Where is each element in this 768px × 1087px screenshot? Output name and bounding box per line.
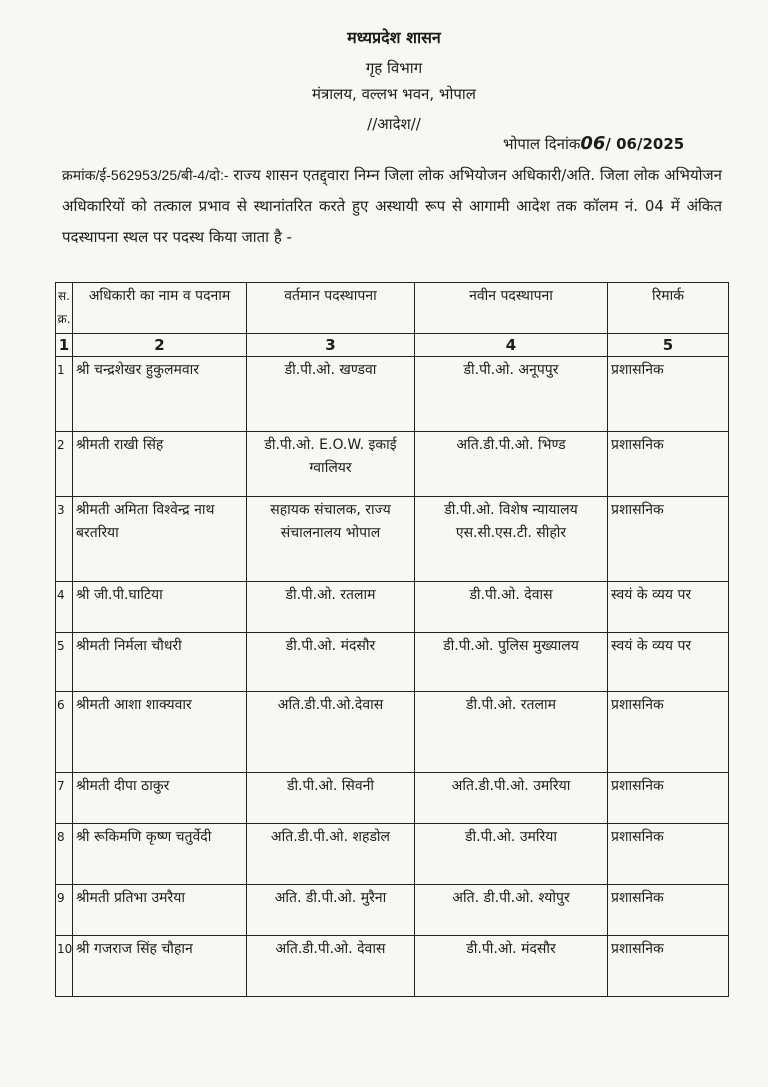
table-row — [56, 824, 729, 885]
order-paragraph — [62, 160, 722, 253]
header-row — [56, 283, 729, 334]
cell-new: डी.पी.ओ. रतलाम — [415, 692, 608, 773]
header-department: गृह विभाग — [365, 59, 423, 77]
table-row — [56, 432, 729, 497]
date-prefix: भोपाल दिनांक — [503, 135, 581, 153]
cell-sno: 4 — [56, 582, 73, 633]
cell-sno: 5 — [56, 633, 73, 692]
cell-name: श्रीमती आशा शाक्यवार — [73, 692, 247, 773]
cell-remark: प्रशासनिक — [608, 357, 729, 432]
col-number: 5 — [608, 334, 729, 357]
col-header-sno: स. क्र. — [56, 283, 73, 334]
cell-current: अति.डी.पी.ओ. शहडोल — [247, 824, 415, 885]
cell-name: श्री रूकिमणि कृष्ण चतुर्वेदी — [73, 824, 247, 885]
cell-new: डी.पी.ओ. मंदसौर — [415, 936, 608, 997]
cell-current: डी.पी.ओ. मंदसौर — [247, 633, 415, 692]
cell-remark: स्वयं के व्यय पर — [608, 633, 729, 692]
col-number: 1 — [56, 334, 73, 357]
cell-new: डी.पी.ओ. विशेष न्यायालय एस.सी.एस.टी. सीहोर — [415, 497, 608, 582]
header-state: मध्यप्रदेश शासन — [347, 28, 441, 47]
table-row — [56, 692, 729, 773]
cell-new: डी.पी.ओ. देवास — [415, 582, 608, 633]
cell-sno: 7 — [56, 773, 73, 824]
col-header-name: अधिकारी का नाम व पदनाम — [73, 283, 247, 334]
date-day: 06 — [580, 133, 606, 154]
order-text: राज्य शासन एतद्द्वारा निम्न जिला लोक अभियोजन अधिकारी/अति. जिला लोक अभियोजन अधिकारियों को तत्काल प्रभाव से स्थानांतरित करते हुए अस्थायी रूप से आगामी आदेश तक कॉलम नं. 04 में अंकित पदस्थापना स्थल पर पदस्थ किया जाता है - — [62, 166, 722, 246]
header-address: मंत्रालय, वल्लभ भवन, भोपाल — [312, 85, 476, 103]
cell-remark: प्रशासनिक — [608, 432, 729, 497]
date-line — [503, 133, 684, 154]
cell-current: डी.पी.ओ. खण्डवा — [247, 357, 415, 432]
cell-sno: 2 — [56, 432, 73, 497]
table-row — [56, 582, 729, 633]
table-row — [56, 885, 729, 936]
cell-name: श्री जी.पी.घाटिया — [73, 582, 247, 633]
cell-new: डी.पी.ओ. अनूपपुर — [415, 357, 608, 432]
cell-current: सहायक संचालक, राज्य संचालनालय भोपाल — [247, 497, 415, 582]
cell-name: श्रीमती प्रतिभा उमरैया — [73, 885, 247, 936]
table-row — [56, 936, 729, 997]
order-reference: क्रमांक/ई-562953/25/बी-4/दो:- — [62, 167, 229, 183]
table-row — [56, 357, 729, 432]
cell-new: अति. डी.पी.ओ. श्योपुर — [415, 885, 608, 936]
header-order-title: //आदेश// — [367, 115, 421, 133]
cell-remark: प्रशासनिक — [608, 936, 729, 997]
col-number: 3 — [247, 334, 415, 357]
cell-current: अति.डी.पी.ओ. देवास — [247, 936, 415, 997]
cell-remark: प्रशासनिक — [608, 692, 729, 773]
cell-new: अति.डी.पी.ओ. भिण्ड — [415, 432, 608, 497]
cell-sno: 6 — [56, 692, 73, 773]
table-row — [56, 773, 729, 824]
cell-remark: प्रशासनिक — [608, 497, 729, 582]
cell-current: डी.पी.ओ. सिवनी — [247, 773, 415, 824]
col-header-remark: रिमार्क — [608, 283, 729, 334]
cell-new: डी.पी.ओ. पुलिस मुख्यालय — [415, 633, 608, 692]
cell-current: अति. डी.पी.ओ. मुरैना — [247, 885, 415, 936]
cell-sno: 8 — [56, 824, 73, 885]
column-number-row — [56, 334, 729, 357]
cell-remark: प्रशासनिक — [608, 824, 729, 885]
transfer-table — [55, 282, 729, 997]
cell-sno: 10 — [56, 936, 73, 997]
col-number: 2 — [73, 334, 247, 357]
table-row — [56, 633, 729, 692]
cell-name: श्रीमती राखी सिंह — [73, 432, 247, 497]
cell-remark: प्रशासनिक — [608, 885, 729, 936]
cell-sno: 1 — [56, 357, 73, 432]
cell-sno: 9 — [56, 885, 73, 936]
cell-name: श्री गजराज सिंह चौहान — [73, 936, 247, 997]
cell-name: श्रीमती अमिता विश्वेन्द्र नाथ बरतरिया — [73, 497, 247, 582]
table-row — [56, 497, 729, 582]
cell-remark: स्वयं के व्यय पर — [608, 582, 729, 633]
col-number: 4 — [415, 334, 608, 357]
cell-name: श्रीमती दीपा ठाकुर — [73, 773, 247, 824]
cell-current: डी.पी.ओ. रतलाम — [247, 582, 415, 633]
cell-current: अति.डी.पी.ओ.देवास — [247, 692, 415, 773]
date-rest: / 06/2025 — [605, 135, 685, 153]
col-header-current: वर्तमान पदस्थापना — [247, 283, 415, 334]
cell-name: श्रीमती निर्मला चौधरी — [73, 633, 247, 692]
cell-current: डी.पी.ओ. E.O.W. इकाई ग्वालियर — [247, 432, 415, 497]
cell-remark: प्रशासनिक — [608, 773, 729, 824]
cell-name: श्री चन्द्रशेखर हुकुलमवार — [73, 357, 247, 432]
cell-new: डी.पी.ओ. उमरिया — [415, 824, 608, 885]
cell-sno: 3 — [56, 497, 73, 582]
col-header-new: नवीन पदस्थापना — [415, 283, 608, 334]
cell-new: अति.डी.पी.ओ. उमरिया — [415, 773, 608, 824]
